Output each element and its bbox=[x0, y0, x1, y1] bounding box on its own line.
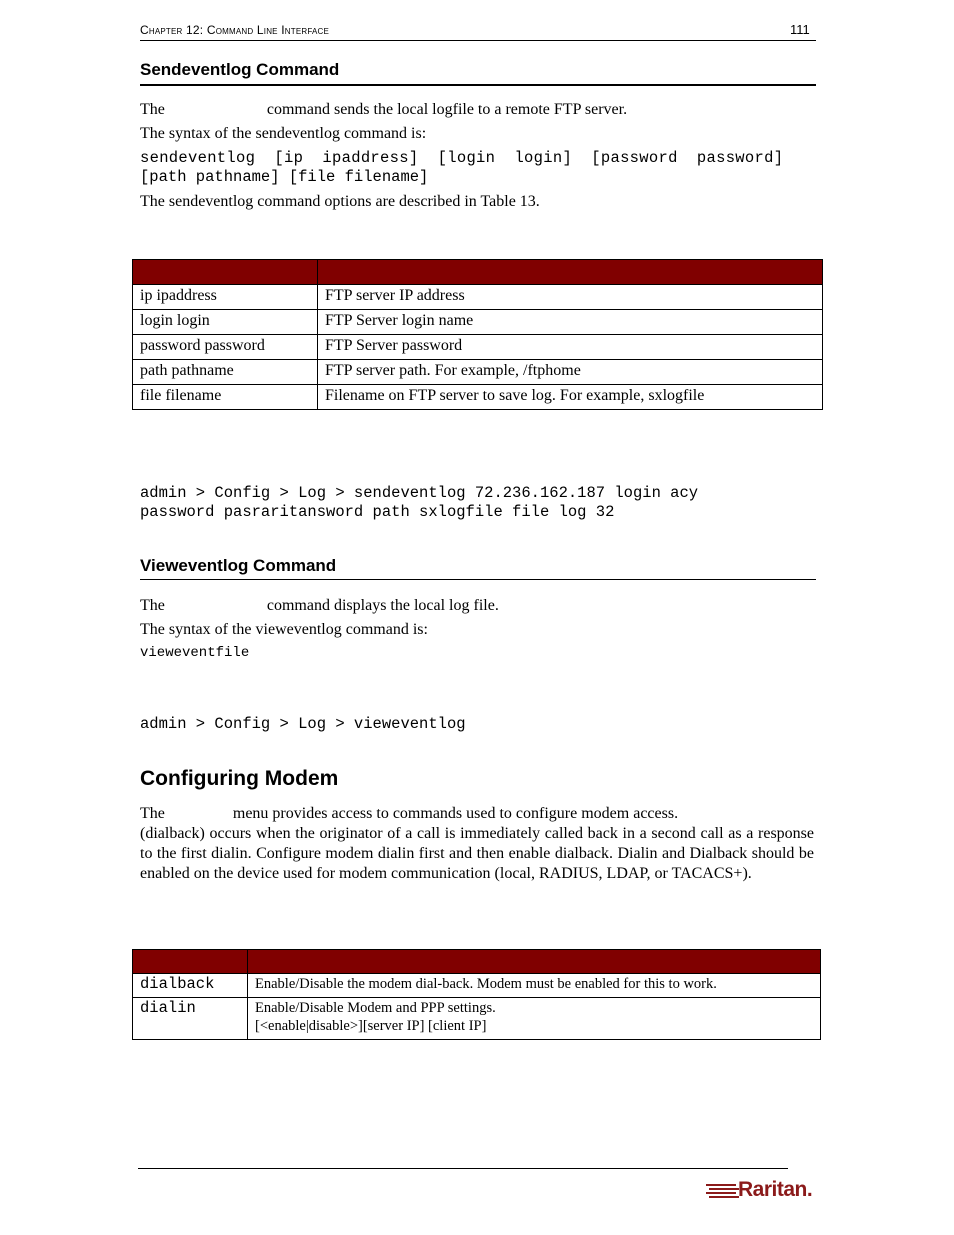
sendeventlog-example-line2: password pasraritansword path sxlogfile file log 32 bbox=[140, 503, 615, 521]
section-rule bbox=[140, 579, 816, 580]
vieweventlog-syntax-intro: The syntax of the vieweventlog command is: bbox=[140, 621, 428, 638]
table-header-cell bbox=[133, 950, 248, 974]
sendeventlog-heading: Sendeventlog Command bbox=[140, 60, 340, 79]
vieweventlog-intro bbox=[140, 596, 499, 616]
description-cell bbox=[248, 998, 821, 1040]
intro-the: The bbox=[140, 597, 165, 614]
modem-heading: Configuring Modem bbox=[140, 767, 339, 790]
table-header-cell bbox=[318, 260, 823, 285]
table-row bbox=[133, 998, 821, 1040]
para-the: The bbox=[140, 805, 165, 822]
sendeventlog-options-note: The sendeventlog command options are described in Table 13. bbox=[140, 193, 540, 210]
modem-commands-table bbox=[132, 949, 821, 1040]
table-header-cell bbox=[248, 950, 821, 974]
para-line1: menu provides access to commands used to configure modem access. bbox=[232, 805, 679, 822]
table-row bbox=[133, 335, 823, 360]
raritan-logo-text: Raritan. bbox=[738, 1178, 813, 1201]
section-rule bbox=[140, 84, 816, 86]
command-cell: dialback bbox=[133, 974, 248, 998]
table-row bbox=[133, 385, 823, 410]
description-cell: FTP server IP address bbox=[318, 285, 823, 310]
description-text: Enable/Disable the modem dial-back. Modem must be enabled for this to work. bbox=[255, 976, 717, 992]
description-cell: FTP server path. For example, /ftphome bbox=[318, 360, 823, 385]
vieweventlog-heading: Vieweventlog Command bbox=[140, 556, 337, 575]
page-number: 111 bbox=[790, 22, 810, 37]
option-cell: file filename bbox=[133, 385, 318, 410]
sendeventlog-syntax-intro: The syntax of the sendeventlog command is: bbox=[140, 125, 427, 142]
sendeventlog-intro bbox=[140, 100, 627, 120]
description-cell: FTP Server password bbox=[318, 335, 823, 360]
description-cell: FTP Server login name bbox=[318, 310, 823, 335]
para-rest: (dialback) occurs when the originator of a call is immediately called back in a second call as a response to the first dialin. Configure modem dialin first and then enable dialback. Dialin and Dialback should be enabled on the device used for modem communication (local, RADIUS, LDAP, or TACACS+). bbox=[140, 825, 814, 882]
footer-rule bbox=[138, 1168, 788, 1169]
option-cell: path pathname bbox=[133, 360, 318, 385]
table-row bbox=[133, 360, 823, 385]
option-cell: ip ipaddress bbox=[133, 285, 318, 310]
vieweventlog-syntax: vieweventfile bbox=[140, 645, 250, 661]
option-cell: login login bbox=[133, 310, 318, 335]
sendeventlog-options-table bbox=[132, 259, 823, 410]
vieweventlog-example: admin > Config > Log > vieweventlog bbox=[140, 715, 466, 733]
header-rule bbox=[140, 40, 816, 41]
description-text: Enable/Disable Modem and PPP settings. bbox=[255, 1000, 496, 1016]
chapter-header: Chapter 12: Command Line Interface bbox=[140, 23, 330, 37]
modem-paragraph bbox=[140, 804, 814, 884]
sendeventlog-example-line1: admin > Config > Log > sendeventlog 72.236.162.187 login acy bbox=[140, 484, 699, 502]
intro-rest: command displays the local log file. bbox=[266, 597, 499, 614]
raritan-logo bbox=[706, 1178, 816, 1204]
table-header-cell bbox=[133, 260, 318, 285]
intro-rest: command sends the local logfile to a remote FTP server. bbox=[266, 101, 628, 118]
sendeventlog-syntax-line1: sendeventlog [ip ipaddress] [login login] [password password] bbox=[140, 149, 784, 167]
command-cell: dialin bbox=[133, 998, 248, 1040]
description-cell bbox=[248, 974, 821, 998]
table-row bbox=[133, 310, 823, 335]
table-header-row bbox=[133, 260, 823, 285]
table-row bbox=[133, 285, 823, 310]
table-row bbox=[133, 974, 821, 998]
intro-the: The bbox=[140, 101, 165, 118]
table-header-row bbox=[133, 950, 821, 974]
description-syntax: [<enable|disable>][server IP] [client IP] bbox=[255, 1018, 487, 1034]
description-cell: Filename on FTP server to save log. For example, sxlogfile bbox=[318, 385, 823, 410]
sendeventlog-syntax-line2: [path pathname] [file filename] bbox=[140, 168, 429, 186]
option-cell: password password bbox=[133, 335, 318, 360]
